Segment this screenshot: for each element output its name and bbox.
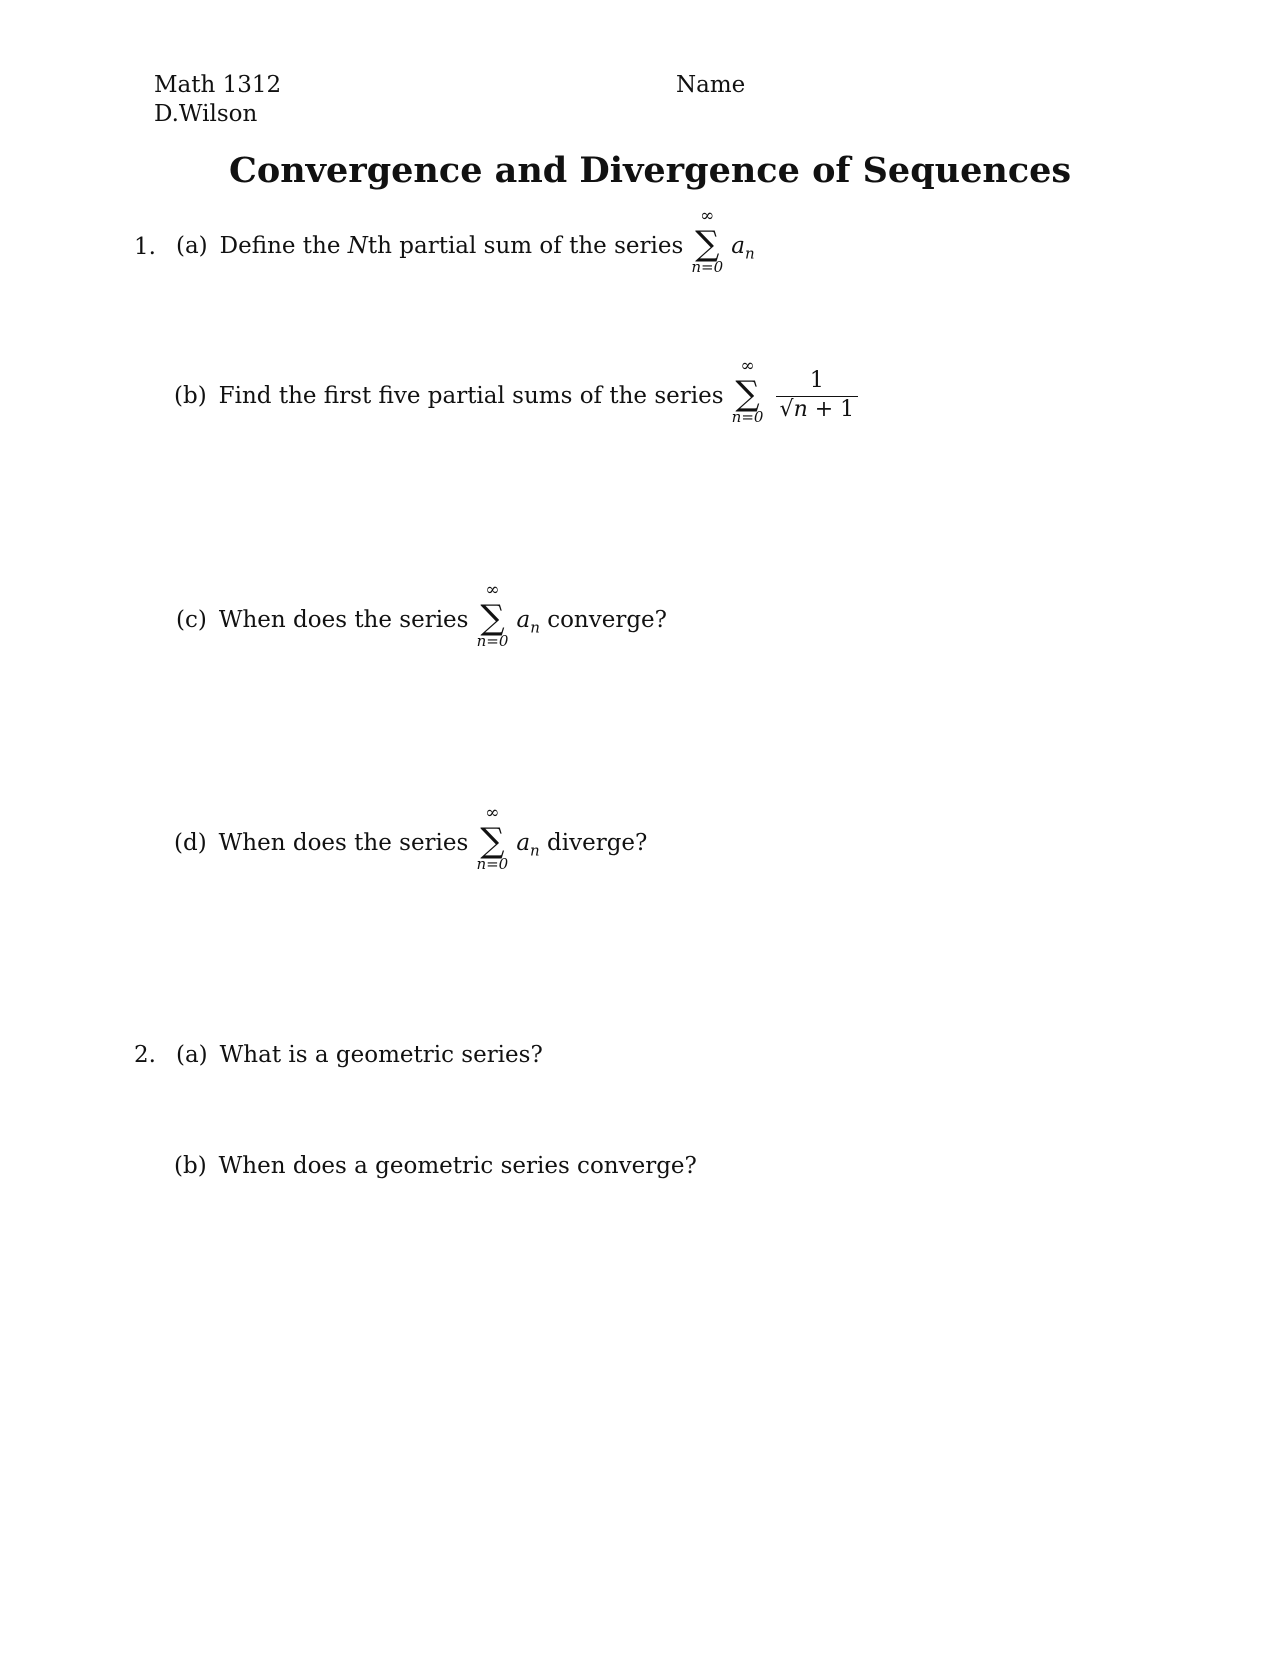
summation-1a <box>689 208 725 278</box>
summation-1d <box>474 805 510 875</box>
name-label: Name <box>676 72 746 98</box>
sqrt-icon: √ <box>779 396 794 422</box>
course-label: Math 1312 <box>154 72 282 98</box>
question-2b-label: (b) <box>174 1153 207 1179</box>
page-title: Convergence and Divergence of Sequences <box>229 150 1072 191</box>
question-1a-label: (a) <box>176 233 208 259</box>
lower-limit: n=0 <box>731 408 764 426</box>
lower-limit: n=0 <box>476 632 509 650</box>
summation-1b <box>730 358 766 428</box>
question-1d-text-before: When does the series <box>218 830 469 856</box>
denominator-rest: + 1 <box>807 396 855 422</box>
question-1c-label: (c) <box>176 607 207 633</box>
question-1b-text: Find the first five partial sums of the series <box>218 383 724 409</box>
question-1a <box>176 206 755 282</box>
infinity-symbol: ∞ <box>485 580 500 600</box>
sigma-symbol: ∑ <box>480 821 505 861</box>
denominator-var: n <box>793 396 808 422</box>
question-2a-text: What is a geometric series? <box>219 1042 543 1068</box>
sigma-symbol: ∑ <box>735 374 760 414</box>
fraction-denominator <box>776 396 859 421</box>
question-2-number: 2. <box>134 1042 156 1068</box>
question-1a-text-after: th partial sum of the series <box>367 233 684 259</box>
infinity-symbol: ∞ <box>740 356 755 376</box>
series-term: $a_n$ <box>516 830 540 860</box>
question-2a-label: (a) <box>176 1042 208 1068</box>
question-1d-text-after: diverge? <box>547 830 648 856</box>
question-1b <box>174 356 858 432</box>
question-1a-text-before: Define the <box>219 233 348 259</box>
infinity-symbol: ∞ <box>485 803 500 823</box>
question-1c <box>176 580 667 656</box>
series-term: $a_n$ <box>731 233 755 263</box>
fraction-numerator: 1 <box>809 367 824 393</box>
sigma-symbol: ∑ <box>695 224 720 264</box>
series-term: $a_n$ <box>516 607 540 637</box>
sigma-symbol: ∑ <box>480 598 505 638</box>
infinity-symbol: ∞ <box>700 206 715 226</box>
question-1d-label: (d) <box>174 830 207 856</box>
question-1b-label: (b) <box>174 383 207 409</box>
question-2b-text: When does a geometric series converge? <box>218 1153 697 1179</box>
question-1c-text-before: When does the series <box>218 607 469 633</box>
summation-1c <box>474 582 510 652</box>
fraction-1-over-sqrt <box>776 367 859 422</box>
instructor-label: D.Wilson <box>154 101 258 127</box>
question-1d <box>174 803 648 879</box>
question-1a-n-var: N <box>347 233 368 259</box>
question-1c-text-after: converge? <box>547 607 667 633</box>
question-1-number: 1. <box>134 234 156 260</box>
question-2a <box>176 1044 543 1067</box>
lower-limit: n=0 <box>691 258 724 276</box>
question-2b <box>174 1155 697 1178</box>
lower-limit: n=0 <box>476 855 509 873</box>
